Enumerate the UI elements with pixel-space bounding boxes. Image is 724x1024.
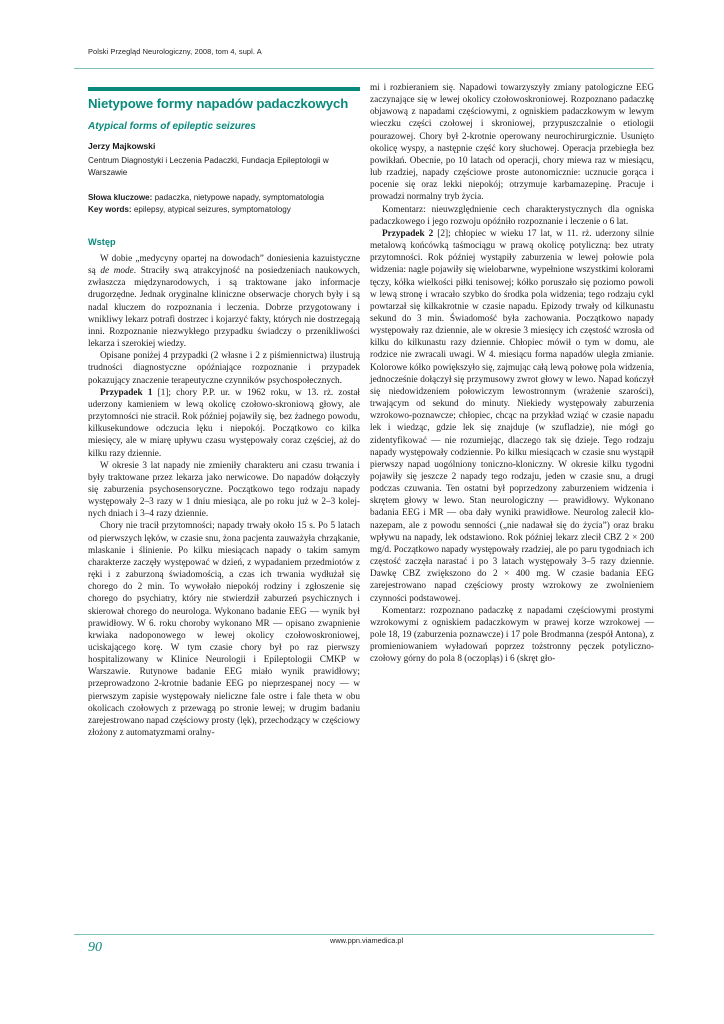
text-run: W dobie „medycyny opartej na dowodach” doniesienia kazuistyczne są	[88, 254, 360, 277]
paragraph: W okresie 3 lat napady nie zmieniły charakteru ani czasu trwania i były traktowane przez lekarza jako nerwicowe. Do napadów dołączyły się zaburzenia psychosensoryczne. Początkowo tego rodzaju napady występowały 2–3 razy w 1 dniu miesiąca, ale po roku już w 2–3 kolejnych dniach i 3–4 razy dziennie.	[88, 460, 360, 520]
case-label: Przypadek 2	[382, 228, 434, 239]
footer-url[interactable]: www.ppn.viamedica.pl	[330, 936, 404, 945]
right-column	[370, 82, 654, 666]
article-title: Nietypowe formy napadów padaczkowych	[88, 96, 349, 111]
author-affiliation: Centrum Diagnostyki i Leczenia Padaczki, Fundacja Epileptologii w Warszawie	[88, 156, 329, 177]
text-run: . Straciły swą atrakcyjność na posiedzeniach naukowych, zwłaszcza międzynarodowych, i są traktowane jako informacje drugorzędne. Jednak oryginalne kliniczne obserwacje chorych były i są nadal kluczem do rozpoznania i leczenia. Dobrze przygotowany i wnikliwy lekarz potrafi dostrzec i kojarzyć fakty, których nie dostrzegają inni. Rozpoznanie niezwykłego przypadku świadczy o przenikliwości lekarza i szerokiej wiedzy.	[88, 266, 360, 350]
header-divider	[74, 68, 654, 69]
left-column	[88, 253, 360, 739]
paragraph	[370, 228, 654, 605]
paragraph: Chory nie tracił przytomności; napady trwały około 15 s. Po 5 latach od pierwszych lęków, w czasie snu, żona pacjenta zauważyła chrząkanie, mlaskanie i ślinienie. Po kilku miesiącach napady o takim samym charakterze zaczęły występować w dzień, z wypadaniem przedmiotów z ręki i z zaburzoną świadomością, a czas ich trwania wydłużał się chorego do 2 min. To wywołało niepokój rodziny i zgłoszenie się chorego do psychiatry, który nie stwierdził zaburzeń psychicznych i skierował chorego do neurologa. Wykonano badanie EEG — wynik był prawidłowy. W 6. roku choroby wykonano MR — opisano zwapnienie krwiaka nadoponowego w lewej okolicy czołowoskroniowej, uciskającego korę. W tym czasie chory był po raz pierwszy hospitalizowany w Klinice Neurologii i Epileptologii CMKP w Warszawie. Rutynowe badanie EEG miało wynik prawidłowy; przeprowadzono 2-krotnie badanie EEG po nieprzespanej nocy — w pierwszym zapisie występowały nieliczne fale ostre i fale theta w obu okolicach czołowych z przewagą po stronie lewej; w drugim badaniu zarejestrowano napad częściowy prosty (lęk), przechodzący w częściowy złożony z automatyzmami oralny-	[88, 521, 360, 739]
case-label: Przypadek 1	[100, 387, 153, 398]
page-number: 90	[88, 940, 102, 955]
keywords-en	[88, 204, 368, 216]
keywords-pl-label: Słowa kluczowe:	[88, 193, 153, 202]
paragraph	[88, 387, 360, 460]
author-name: Jerzy Majkowski	[88, 141, 156, 151]
paragraph: Komentarz: rozpoznano padaczkę z napadami częściowymi prostymi wzrokowymi z ogniskiem padaczkowym w prawej korze wzrokowej — pole 18, 19 (zaburzenia poznawcze) i 17 pole Brodmanna (zespół Antona), z promieniowaniem wyładowań poprzez tożstronny pęczek potyliczno-czołowy górny do pola 8 (oczopląs) i 6 (skręt gło-	[370, 605, 654, 665]
paragraph: Opisane poniżej 4 przypadki (2 własne i 2 z piśmiennictwa) ilustrują trudności diagnostyczne opóźniające rozpoznanie i przypadek pokazujący znaczenie terapeutyczne czynników psychospołecznych.	[88, 351, 360, 386]
title-accent-bar	[88, 87, 360, 91]
text-run: [2]; chłopiec w wieku 17 lat, w 11. rż. uderzony silnie metalową końcówką taśmociągu w prawą okolicę potyliczną: bez utraty przytomności. Rok później wystąpiły zaburzenia w lewej połowie pola widzenia: nagle pojawiły się wielobarwne, wypełnione wszystkimi kolorami tęczy, kółka wielkości piłki tenisowej; kółko poruszało się poziomo powoli w lewą stronę i wracało szybko do środka pola widzenia; tego rodzaju cykl powtarzał się kilkakrotnie w czasie napadu. Epizody trwały od kilkunastu sekund do 3 min. Świadomość była zachowania. Początkowo napady występowały raz dziennie, ale w okresie 3 miesięcy ich częstość wzrosła od kilku do kilkunastu razy dziennie. Chłopiec mówił o tym w domu, ale rodzice nie zwracali uwagi. W 4. miesiącu forma napadów uległa zmianie. Kolorowe kółko powiększyło się, zajmując całą lewą połowę pola widzenia, jednocześnie dołączył się przymusowy zwrot głowy w lewo. Napad kończył się niedowidzeniem połowiczym lewostronnym (wrażenie szarości), trwającym od sekund do minuty. Niekiedy występowały zaburzenia wzrokowo-poznawcze; chłopiec, chcąc na przykład wziąć w czasie napadu lek i wiedząc, gdzie lek się znajduje (w szufladzie), nie mógł go zidentyfikować — nie rozumiejąc, dlaczego tak się dzieje. Tego rodzaju napady występowały codziennie. Po kilku miesiącach w czasie snu wystąpił pierwszy napad uogólniony toniczno-kloniczny. W okresie kilku tygodni pojawiły się jeszcze 2 napady tego rodzaju, jeden w czasie snu, a drugi podczas czuwania. Ten ostatni był poprzedzony zaburzeniem widzenia i skrętem głowy w lewo. Stan neurologiczny — prawidłowy. Wykonano badania EEG i MR — oba dały wyniki prawidłowe. Neurolog zalecił klonazepam, ale z powodu senności („nie nadawał się do życia”) oraz braku wpływu na napady, lek odstawiono. Rok później lekarz zlecił CBZ 2 × 200 mg/d. Początkowo napady występowały rzadziej, ale po paru tygodniach ich częstość zaczęła narastać i po 3 latach występowały 3–5 razy dziennie. Dawkę CBZ zwiększono do 2 × 400 mg. W czasie badania EEG zarejestrowano napad częściowy prosty wzrokowy ze zwolnieniem czynności podstawowej.	[370, 228, 655, 604]
text-run: [1]; chory P.P. ur. w 1962 roku, w 13. rż. został uderzony kamieniem w lewą okolicę czołowo-skroniową głowy, ale przytomności nie stracił. Rok później pojawiły się, bez żadnego powodu, kilkusekundowe odczucia lęku i niepokój. Początkowo co kilka miesięcy, ale w miarę upływu czasu występowały coraz częściej, aż do kilku razy dziennie.	[88, 387, 360, 459]
paragraph	[88, 253, 360, 350]
keywords-block	[88, 192, 368, 215]
paragraph: mi i rozbieraniem się. Napadowi towarzyszyły zmiany patologiczne EEG zaczynające się w lewej okolicy czołowoskroniowej. Rozpoznano padaczkę objawową z napadami częściowymi, z ogniskiem padaczkowym w lewym wieczku części czołowej i skroniowej, przypuszczalnie o etiologii pourazowej. Chory był 2-krotnie operowany neurochirurgicznie. Usunięto okolicę wyspy, a następnie część kory słuchowej. Operacja przebiegła bez powikłań. Obecnie, po 10 latach od operacji, chory miewa raz w miesiącu, lub rzadziej, napady częściowe proste autonomicznie: ucznucie gorąca i pocenie się oraz lekki niepokój; otrzymuje karbamazepinę. Pracuje i prowadzi normalny tryb życia.	[370, 83, 654, 203]
article-subtitle: Atypical forms of epileptic seizures	[88, 121, 256, 132]
journal-header: Polski Przegląd Neurologiczny, 2008, tom 4, supl. A	[88, 47, 262, 56]
keywords-en-label: Key words:	[88, 204, 132, 214]
paragraph: Komentarz: nieuwzględnienie cech charakterystycznych dla ogniska padaczkowego i jego rozwoju opóźniło rozpoznanie i leczenie o 6 lat.	[370, 204, 654, 227]
italic-text: de mode	[100, 266, 134, 277]
footer-divider	[74, 934, 654, 935]
keywords-pl	[88, 192, 368, 204]
section-heading: Wstęp	[88, 237, 116, 247]
keywords-en-text: epilepsy, atypical seizures, symptomatology	[133, 204, 291, 214]
keywords-pl-text: padaczka, nietypowe napady, symptomatologia	[154, 193, 325, 202]
